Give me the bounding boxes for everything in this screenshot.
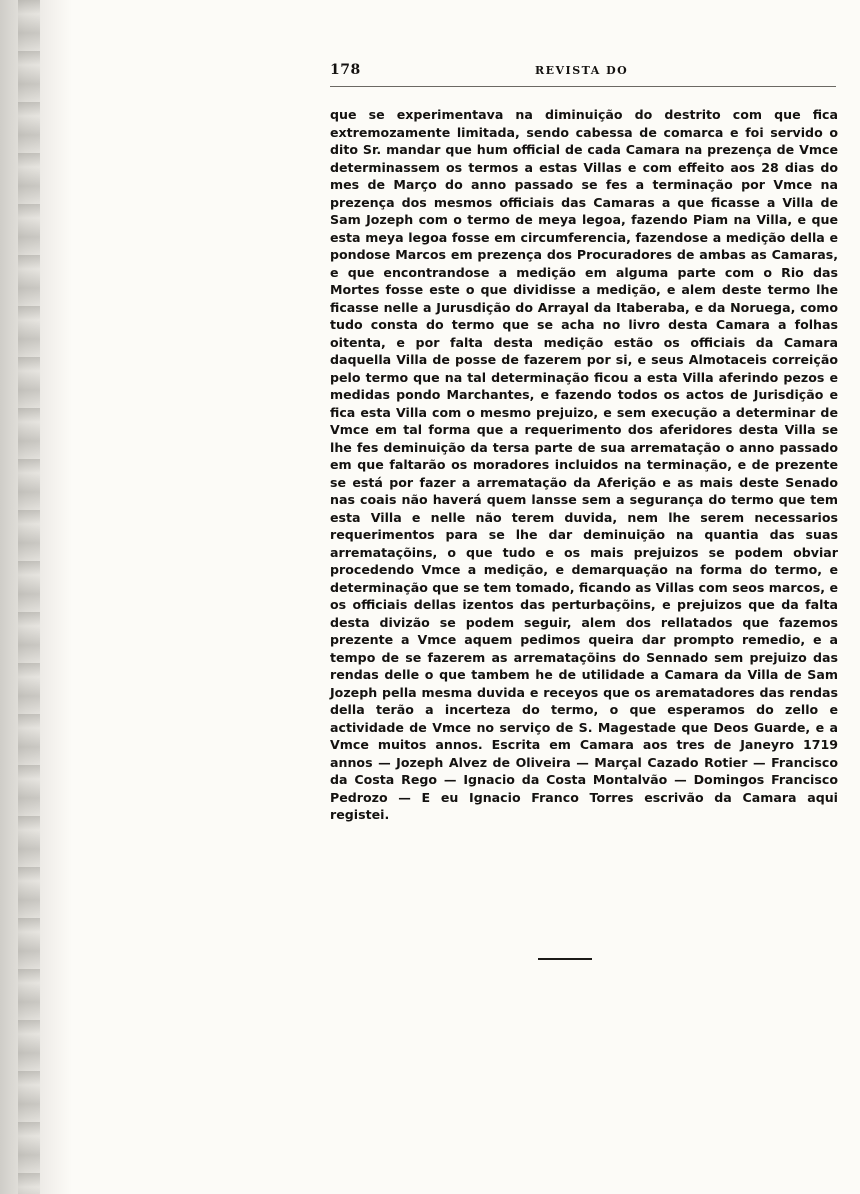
page-number: 178: [330, 62, 361, 78]
scan-gutter-shadow: [0, 0, 72, 1194]
binding-streak: [18, 0, 40, 1194]
page-header: [330, 62, 836, 84]
end-rule: [538, 958, 592, 960]
running-title: REVISTA DO: [535, 64, 629, 77]
body-paragraph: que se experimentava na diminuição do destrito com que fica extremozamente limitada, sendo cabessa de comarca e foi servido o dito Sr. mandar que hum official de cada Camara na prezença de Vmce determinassem os termos a estas Villas e com effeito aos 28 dias do mes de Março do anno passado se fes a terminação por Vmce na prezença dos mesmos officiais das Camaras a que ficasse a Villa de Sam Jozeph com o termo de meya legoa, fazendo Piam na Villa, e que esta meya legoa fosse em circumferencia, fazendose a medição della e pondose Marcos em prezença dos Procuradores de ambas as Camaras, e que encontrandose a medição em alguma parte com o Rio das Mortes fosse este o que dividisse a medição, e alem deste termo lhe ficasse nelle a Jurusdição do Arrayal da Itaberaba, e da Noruega, como tudo consta do termo que se acha no livro desta Camara a folhas oitenta, e por falta desta medição estão os officiais da Camara daquella Villa de posse de fazerem por si, e seus Almotaceis correição pelo termo que na tal determinação ficou a esta Villa aferindo pezos e medidas pondo Marchantes, e fazendo todos os actos de Jurisdição e fica esta Villa com o mesmo prejuizo, e sem execução a determinar de Vmce em tal forma que a requerimento dos aferidores desta Villa se lhe fes deminuição da tersa parte de sua arrematação o anno passado em que faltarão os moradores incluidos na terminação, e de prezente se está por fazer a arrematação da Aferição e as mais deste Senado nas coais não haverá quem lansse sem a segurança do termo que tem esta Villa e nelle não terem duvida, nem lhe serem necessarios requerimentos para se lhe dar deminuição na quantia das suas arremataçõins, o que tudo e os mais prejuizos se podem obviar procedendo Vmce a medição, e demarquação na forma do termo, e determinação que se tem tomado, ficando as Villas com seos marcos, e os officiais dellas izentos das perturbaçõins, e prejuizos que da falta desta divizão se podem seguir, alem dos rellatados que fazemos prezente a Vmce aquem pedimos queira dar prompto remedio, e a tempo de se fazerem as arremataçõins do Sennado sem prejuizo das rendas delle o que tambem he de utilidade a Camara da Villa de Sam Jozeph pella mesma duvida e receyos que os arematadores das rendas della terão a incerteza do termo, o que esperamos do zello e actividade de Vmce no serviço de S. Magestade que Deos Guarde, e a Vmce muitos annos. Escrita em Camara aos tres de Janeyro 1719 annos — Jozeph Alvez de Oliveira — Marçal Cazado Rotier — Francisco da Costa Rego — Ignacio da Costa Montalvão — Domingos Francisco Pedrozo — E eu Ignacio Franco Torres escrivão da Camara aqui registei.: [330, 107, 838, 822]
header-rule: [330, 86, 836, 87]
